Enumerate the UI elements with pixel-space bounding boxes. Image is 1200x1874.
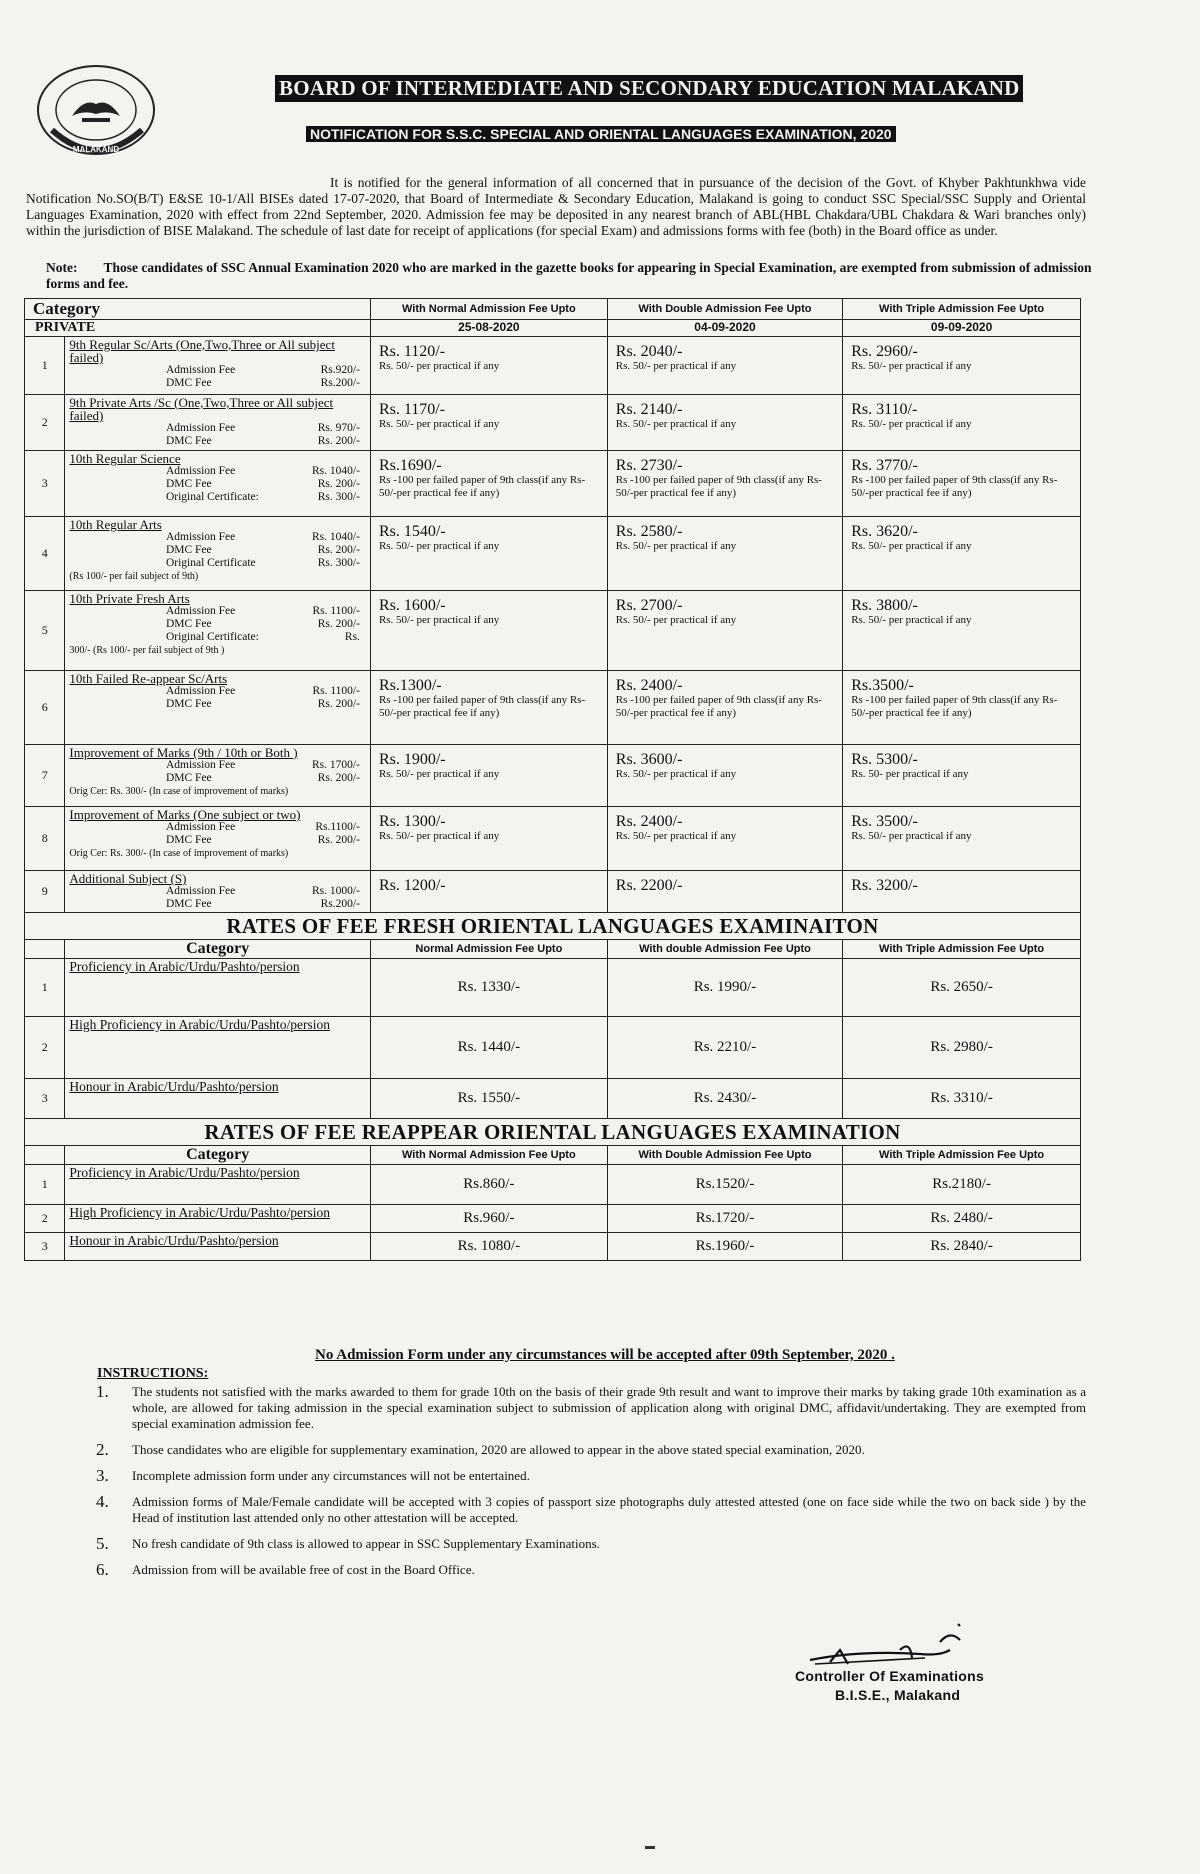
double-fee-amount: Rs. 2730/- [615, 457, 683, 474]
controller-signature [800, 1620, 970, 1670]
fresh-section-title: RATES OF FEE FRESH ORIENTAL LANGUAGES EXAMINAITON [25, 913, 1081, 940]
double-fee-note: Rs. 50/- per practical if any [615, 540, 737, 552]
fee-line [69, 478, 366, 491]
fee-extra-note: Orig Cer: Rs. 300/- (In case of improvement of marks) [69, 786, 289, 797]
double-fee-amount: Rs. 2580/- [615, 523, 683, 540]
row-number: 9 [25, 871, 65, 913]
category-name: Honour in Arabic/Urdu/Pashto/persion [69, 1233, 279, 1248]
row-number: 1 [25, 337, 65, 395]
normal-fee-header: With Normal Admission Fee Upto [370, 299, 607, 320]
category-cell [65, 395, 371, 451]
double-fee-cell: Rs.1720/- [607, 1205, 842, 1233]
instruction-number: 3. [96, 1466, 109, 1485]
fee-label: DMC Fee [165, 698, 212, 710]
table-row [25, 745, 1081, 807]
category-name: Improvement of Marks (One subject or two) [69, 807, 301, 822]
normal-fee-cell [370, 871, 607, 913]
fee-amount: Rs.1100/- [315, 821, 360, 833]
fee-line [69, 759, 366, 772]
double-fee-amount: Rs. 2400/- [615, 677, 683, 694]
fee-amount: Rs. 200/- [317, 478, 360, 490]
category-cell [65, 745, 371, 807]
fresh-triple-header: With Triple Admission Fee Upto [843, 940, 1081, 959]
double-fee-note: Rs. 50/- per practical if any [615, 418, 737, 430]
triple-fee-amount: Rs.3500/- [851, 677, 914, 694]
private-label: PRIVATE [25, 320, 371, 337]
table-row [25, 395, 1081, 451]
table-row [25, 1233, 1081, 1261]
fee-line [69, 698, 366, 711]
category-name: Honour in Arabic/Urdu/Pashto/persion [69, 1079, 279, 1094]
fee-line [69, 465, 366, 478]
normal-fee-amount: Rs. 1200/- [378, 877, 446, 894]
normal-fee-amount: Rs. 1300/- [378, 813, 446, 830]
reappear-section-title: RATES OF FEE REAPPEAR ORIENTAL LANGUAGES EXAMINATION [25, 1119, 1081, 1146]
reappear-triple-header: With Triple Admission Fee Upto [843, 1146, 1081, 1165]
normal-fee-cell [370, 517, 607, 591]
reappear-category-header: Category [65, 1146, 371, 1165]
normal-fee-amount: Rs.1300/- [378, 677, 442, 694]
fee-label: DMC Fee [165, 834, 212, 846]
fee-amount: Rs. 1100/- [312, 605, 360, 617]
fee-line [69, 422, 366, 435]
fee-amount: Rs. 1000/- [312, 885, 360, 897]
svg-text:MALAKAND: MALAKAND [72, 145, 120, 154]
double-fee-note: Rs -100 per failed paper of 9th class(if any Rs-50/-per practical fee if any) [615, 474, 822, 499]
board-seal-logo [32, 60, 160, 164]
fee-label: Admission Fee [165, 531, 236, 543]
category-name: Proficiency in Arabic/Urdu/Pashto/persion [69, 959, 300, 974]
fee-line [69, 618, 366, 631]
table-row [25, 959, 1081, 1017]
normal-fee-cell [370, 591, 607, 671]
instruction-text: Admission from will be available free of cost in the Board Office. [132, 1562, 475, 1577]
fee-line [69, 834, 366, 847]
reappear-oriental-rows [25, 1165, 1081, 1261]
row-number: 1 [25, 1165, 65, 1205]
triple-fee-cell: Rs. 2980/- [843, 1017, 1081, 1079]
category-cell [65, 1165, 371, 1205]
table-row [25, 871, 1081, 913]
fee-amount: Rs.200/- [320, 898, 360, 910]
normal-fee-cell [370, 395, 607, 451]
double-fee-cell: Rs.1960/- [607, 1233, 842, 1261]
double-fee-cell [607, 517, 842, 591]
reappear-header-row [25, 1146, 1081, 1165]
instruction-text: Incomplete admission form under any circumstances will not be entertained. [132, 1468, 530, 1483]
double-fee-cell: Rs. 2210/- [607, 1017, 842, 1079]
fee-label: Admission Fee [165, 885, 236, 897]
normal-fee-cell: Rs.960/- [370, 1205, 607, 1233]
category-cell [65, 1017, 371, 1079]
special-exam-rows [25, 337, 1081, 913]
triple-fee-cell: Rs.2180/- [843, 1165, 1081, 1205]
row-number: 4 [25, 517, 65, 591]
instruction-text: Those candidates who are eligible for supplementary examination, 2020 are allowed to appear in the above stated special examination, 2020. [132, 1442, 865, 1457]
row-number: 2 [25, 1017, 65, 1079]
instruction-item [96, 1468, 1086, 1484]
double-fee-cell [607, 871, 842, 913]
fee-amount: Rs. 1700/- [312, 759, 360, 771]
fresh-category-header: Category [65, 940, 371, 959]
signatory-office: B.I.S.E., Malakand [835, 1687, 961, 1703]
triple-fee-cell [843, 451, 1081, 517]
normal-fee-cell: Rs. 1330/- [370, 959, 607, 1017]
intro-paragraph: It is notified for the general information of all concerned that in pursuance of the decision of the Govt. of Khyber Pakhtunkhwa vide Notification No.SO(B/T) E&SE 10-1/All BISEs dated 17-07-2020, that Board of Intermediate & Secondary Education, Malakand is going to conduct SSC Special/SSC Supply and Oriental Languages Examination, 2020 with effect from 22nd September, 2020. Admission fee may be deposited in any nearest branch of ABL(HBL Chakdara/UBL Chakdara & Wari branches only) within the jurisdiction of BISE Malakand. The schedule of last date for receipt of applications (for special Exam) and admissions forms with fee (both) in the Board office as under. [26, 175, 1086, 238]
fresh-section-title-row [25, 913, 1081, 940]
instruction-text: The students not satisfied with the marks awarded to them for grade 10th on the basis of their grade 9th result and want to improve their marks by taking grade 10th examination as a whole, are allowed for taking admission in the special examination subject to submission of application along with original DMC, affidavit/undertaking. They are exempted from special examination admission fee. [132, 1384, 1086, 1431]
category-name: Proficiency in Arabic/Urdu/Pashto/persion [69, 1165, 300, 1180]
fee-label: Admission Fee [165, 685, 236, 697]
fee-label: Admission Fee [165, 364, 236, 376]
table-row [25, 1205, 1081, 1233]
category-name: 10th Private Fresh Arts [69, 591, 190, 606]
page-mark [645, 1846, 655, 1849]
double-fee-cell [607, 337, 842, 395]
fee-label: Admission Fee [165, 605, 236, 617]
normal-fee-amount: Rs.1690/- [378, 457, 442, 474]
fee-line [69, 531, 366, 544]
fee-amount: Rs. 1040/- [312, 465, 360, 477]
fee-label: DMC Fee [165, 435, 212, 447]
normal-fee-cell [370, 451, 607, 517]
fee-label: Admission Fee [165, 821, 236, 833]
category-name: 9th Regular Sc/Arts (One,Two,Three or All subject failed) [69, 337, 335, 365]
fee-line [69, 821, 366, 834]
category-cell [65, 671, 371, 745]
fee-amount: Rs. 300/- [317, 491, 360, 503]
fee-amount: Rs. 1100/- [312, 685, 360, 697]
fee-line [69, 491, 366, 504]
normal-fee-amount: Rs. 1600/- [378, 597, 446, 614]
fee-line [69, 772, 366, 785]
fee-label: Original Certificate: [165, 491, 259, 503]
category-name: High Proficiency in Arabic/Urdu/Pashto/persion [69, 1205, 330, 1220]
category-cell [65, 1079, 371, 1119]
fee-amount: Rs. 200/- [317, 618, 360, 630]
double-fee-cell [607, 451, 842, 517]
table-row [25, 1079, 1081, 1119]
instruction-number: 4. [96, 1492, 109, 1511]
double-fee-header: With Double Admission Fee Upto [607, 299, 842, 320]
normal-fee-amount: Rs. 1540/- [378, 523, 446, 540]
category-cell [65, 337, 371, 395]
fee-label: Admission Fee [165, 759, 236, 771]
triple-fee-cell [843, 745, 1081, 807]
fee-amount: Rs. 970/- [317, 422, 360, 434]
triple-fee-cell [843, 871, 1081, 913]
triple-fee-cell [843, 337, 1081, 395]
triple-fee-note: Rs. 50- per practical if any [851, 768, 969, 780]
normal-fee-note: Rs. 50/- per practical if any [378, 360, 500, 372]
instruction-item [96, 1384, 1086, 1432]
double-fee-note: Rs. 50/- per practical if any [615, 360, 737, 372]
fee-line [69, 605, 366, 618]
category-name: High Proficiency in Arabic/Urdu/Pashto/persion [69, 1017, 330, 1032]
double-fee-cell [607, 807, 842, 871]
double-fee-amount: Rs. 2400/- [615, 813, 683, 830]
fee-label: DMC Fee [165, 377, 212, 389]
fee-label: DMC Fee [165, 478, 212, 490]
dates-row [25, 320, 1081, 337]
table-header-row [25, 299, 1081, 320]
row-number: 3 [25, 1079, 65, 1119]
triple-fee-cell [843, 395, 1081, 451]
triple-fee-amount: Rs. 3770/- [851, 457, 918, 474]
normal-fee-note: Rs. 50/- per practical if any [378, 418, 500, 430]
double-fee-cell [607, 745, 842, 807]
normal-fee-note: Rs -100 per failed paper of 9th class(if any Rs-50/-per practical fee if any) [378, 474, 586, 499]
triple-fee-cell [843, 517, 1081, 591]
row-number: 3 [25, 1233, 65, 1261]
category-cell [65, 451, 371, 517]
table-row [25, 1017, 1081, 1079]
table-row [25, 451, 1081, 517]
triple-date: 09-09-2020 [843, 320, 1081, 337]
triple-fee-note: Rs -100 per failed paper of 9th class(if any Rs-50/-per practical fee if any) [851, 694, 1058, 719]
triple-fee-cell: Rs. 2840/- [843, 1233, 1081, 1261]
normal-date: 25-08-2020 [370, 320, 607, 337]
fee-line [69, 544, 366, 557]
double-fee-note: Rs -100 per failed paper of 9th class(if any Rs-50/-per practical fee if any) [615, 694, 822, 719]
row-number: 6 [25, 671, 65, 745]
row-number: 7 [25, 745, 65, 807]
fee-amount: Rs. 200/- [317, 435, 360, 447]
instructions-list [96, 1384, 1086, 1588]
fee-line [69, 898, 366, 911]
double-fee-cell: Rs. 1990/- [607, 959, 842, 1017]
instruction-item [96, 1494, 1086, 1526]
category-name: 10th Regular Science [69, 451, 181, 466]
table-row [25, 591, 1081, 671]
table-row [25, 807, 1081, 871]
fresh-oriental-rows [25, 959, 1081, 1119]
fee-line [69, 631, 366, 644]
double-fee-cell: Rs. 2430/- [607, 1079, 842, 1119]
fee-amount: Rs. 200/- [317, 698, 360, 710]
table-row [25, 337, 1081, 395]
category-name: 10th Failed Re-appear Sc/Arts [69, 671, 228, 686]
fee-line [69, 685, 366, 698]
normal-fee-note: Rs. 50/- per practical if any [378, 830, 500, 842]
fee-label: DMC Fee [165, 544, 212, 556]
double-fee-amount: Rs. 2700/- [615, 597, 683, 614]
note-text: Those candidates of SSC Annual Examination 2020 who are marked in the gazette books for appearing in Special Examination, are exempted from submission of admission forms and fee. [46, 260, 1092, 291]
instruction-text: Admission forms of Male/Female candidate will be accepted with 3 copies of passport size photographs duly attested attested (one on face side while the two on back side ) by the Head of institution last attended only no other attestation will be accepted. [132, 1494, 1086, 1525]
normal-fee-cell: Rs. 1550/- [370, 1079, 607, 1119]
fee-label: Original Certificate [165, 557, 256, 569]
triple-fee-cell: Rs. 2650/- [843, 959, 1081, 1017]
double-fee-amount: Rs. 2200/- [615, 877, 683, 894]
category-cell [65, 959, 371, 1017]
fee-amount: Rs.920/- [320, 364, 360, 376]
category-cell [65, 1233, 371, 1261]
double-date: 04-09-2020 [607, 320, 842, 337]
fee-label: Admission Fee [165, 465, 236, 477]
category-cell [65, 871, 371, 913]
fee-extra-note: Orig Cer: Rs. 300/- (In case of improvement of marks) [69, 848, 289, 859]
normal-fee-cell [370, 671, 607, 745]
fee-label: Admission Fee [165, 422, 236, 434]
normal-fee-cell [370, 807, 607, 871]
triple-fee-header: With Triple Admission Fee Upto [843, 299, 1081, 320]
fresh-header-row [25, 940, 1081, 959]
double-fee-cell: Rs.1520/- [607, 1165, 842, 1205]
category-cell [65, 517, 371, 591]
fee-amount: Rs. 200/- [317, 544, 360, 556]
signatory-title: Controller Of Examinations [795, 1668, 985, 1684]
fee-extra-note: 300/- (Rs 100/- per fail subject of 9th ) [69, 645, 225, 656]
row-number: 1 [25, 959, 65, 1017]
fee-amount: Rs. 200/- [317, 834, 360, 846]
double-fee-cell [607, 671, 842, 745]
category-cell [65, 807, 371, 871]
triple-fee-note: Rs. 50/- per practical if any [851, 418, 972, 430]
fresh-double-header: With double Admission Fee Upto [607, 940, 842, 959]
triple-fee-note: Rs. 50/- per practical if any [851, 360, 972, 372]
normal-fee-amount: Rs. 1900/- [378, 751, 446, 768]
fee-table [24, 298, 1081, 1261]
reappear-section-title-row [25, 1119, 1081, 1146]
triple-fee-amount: Rs. 3620/- [851, 523, 918, 540]
triple-fee-amount: Rs. 3800/- [851, 597, 918, 614]
category-cell [65, 1205, 371, 1233]
category-cell [65, 591, 371, 671]
triple-fee-note: Rs -100 per failed paper of 9th class(if any Rs-50/-per practical fee if any) [851, 474, 1058, 499]
fee-line [69, 885, 366, 898]
fee-amount: Rs.200/- [320, 377, 360, 389]
fee-amount: Rs. 1040/- [312, 531, 360, 543]
double-fee-note: Rs. 50/- per practical if any [615, 830, 737, 842]
row-number: 2 [25, 395, 65, 451]
triple-fee-note: Rs. 50/- per practical if any [851, 540, 972, 552]
instruction-number: 6. [96, 1560, 109, 1579]
triple-fee-amount: Rs. 5300/- [851, 751, 918, 768]
table-row [25, 517, 1081, 591]
double-fee-amount: Rs. 2040/- [615, 343, 683, 360]
normal-fee-cell: Rs.860/- [370, 1165, 607, 1205]
triple-fee-amount: Rs. 2960/- [851, 343, 918, 360]
board-title: BOARD OF INTERMEDIATE AND SECONDARY EDUCATION MALAKAND [275, 75, 1023, 102]
triple-fee-cell [843, 671, 1081, 745]
fee-line [69, 557, 366, 570]
fee-line [69, 364, 366, 377]
fee-extra-note: (Rs 100/- per fail subject of 9th) [69, 571, 199, 582]
instruction-text: No fresh candidate of 9th class is allowed to appear in SSC Supplementary Examinations. [132, 1536, 600, 1551]
instruction-item [96, 1442, 1086, 1458]
triple-fee-amount: Rs. 3110/- [851, 401, 918, 418]
double-fee-note: Rs. 50/- per practical if any [615, 614, 737, 626]
category-name: 9th Private Arts /Sc (One,Two,Three or All subject failed) [69, 395, 334, 423]
normal-fee-cell: Rs. 1440/- [370, 1017, 607, 1079]
normal-fee-note: Rs -100 per failed paper of 9th class(if any Rs-50/-per practical fee if any) [378, 694, 586, 719]
fresh-normal-header: Normal Admission Fee Upto [370, 940, 607, 959]
fee-amount: Rs. 300/- [317, 557, 360, 569]
category-name: Improvement of Marks (9th / 10th or Both ) [69, 745, 298, 760]
fee-label: DMC Fee [165, 618, 212, 630]
triple-fee-cell [843, 591, 1081, 671]
normal-fee-amount: Rs. 1170/- [378, 401, 446, 418]
fee-line [69, 377, 366, 390]
double-fee-cell [607, 395, 842, 451]
category-name: 10th Regular Arts [69, 517, 162, 532]
triple-fee-cell [843, 807, 1081, 871]
row-number: 3 [25, 451, 65, 517]
instruction-item [96, 1536, 1086, 1552]
category-header: Category [25, 299, 371, 320]
table-row [25, 1165, 1081, 1205]
row-number: 2 [25, 1205, 65, 1233]
note-paragraph [46, 260, 1096, 292]
instruction-number: 2. [96, 1440, 109, 1459]
row-number: 5 [25, 591, 65, 671]
triple-fee-amount: Rs. 3200/- [851, 877, 918, 894]
fee-label: DMC Fee [165, 772, 212, 784]
triple-fee-note: Rs. 50/- per practical if any [851, 614, 972, 626]
notification-subtitle: NOTIFICATION FOR S.S.C. SPECIAL AND ORIENTAL LANGUAGES EXAMINATION, 2020 [306, 126, 896, 142]
instruction-number: 1. [96, 1382, 109, 1401]
table-row [25, 671, 1081, 745]
normal-fee-note: Rs. 50/- per practical if any [378, 540, 500, 552]
fee-label: DMC Fee [165, 898, 212, 910]
double-fee-amount: Rs. 2140/- [615, 401, 683, 418]
normal-fee-amount: Rs. 1120/- [378, 343, 446, 360]
normal-fee-cell: Rs. 1080/- [370, 1233, 607, 1261]
normal-fee-note: Rs. 50/- per practical if any [378, 768, 500, 780]
instruction-number: 5. [96, 1534, 109, 1553]
triple-fee-cell: Rs. 3310/- [843, 1079, 1081, 1119]
triple-fee-cell: Rs. 2480/- [843, 1205, 1081, 1233]
fee-line [69, 435, 366, 448]
category-name: Additional Subject (S) [69, 871, 187, 886]
double-fee-cell [607, 591, 842, 671]
triple-fee-amount: Rs. 3500/- [851, 813, 918, 830]
row-number: 8 [25, 807, 65, 871]
fee-amount: Rs. 200/- [317, 772, 360, 784]
reappear-double-header: With Double Admission Fee Upto [607, 1146, 842, 1165]
fee-label: Original Certificate: [165, 631, 259, 643]
instructions-title: INSTRUCTIONS: [97, 1366, 209, 1381]
deadline-notice: No Admission Form under any circumstances will be accepted after 09th September, 2020 . [315, 1347, 895, 1363]
instruction-item [96, 1562, 1086, 1578]
normal-fee-cell [370, 337, 607, 395]
normal-fee-cell [370, 745, 607, 807]
double-fee-amount: Rs. 3600/- [615, 751, 683, 768]
fee-amount: Rs. [344, 631, 360, 643]
note-label: Note: [46, 260, 78, 275]
normal-fee-note: Rs. 50/- per practical if any [378, 614, 500, 626]
reappear-normal-header: With Normal Admission Fee Upto [370, 1146, 607, 1165]
double-fee-note: Rs. 50/- per practical if any [615, 768, 737, 780]
triple-fee-note: Rs. 50/- per practical if any [851, 830, 972, 842]
